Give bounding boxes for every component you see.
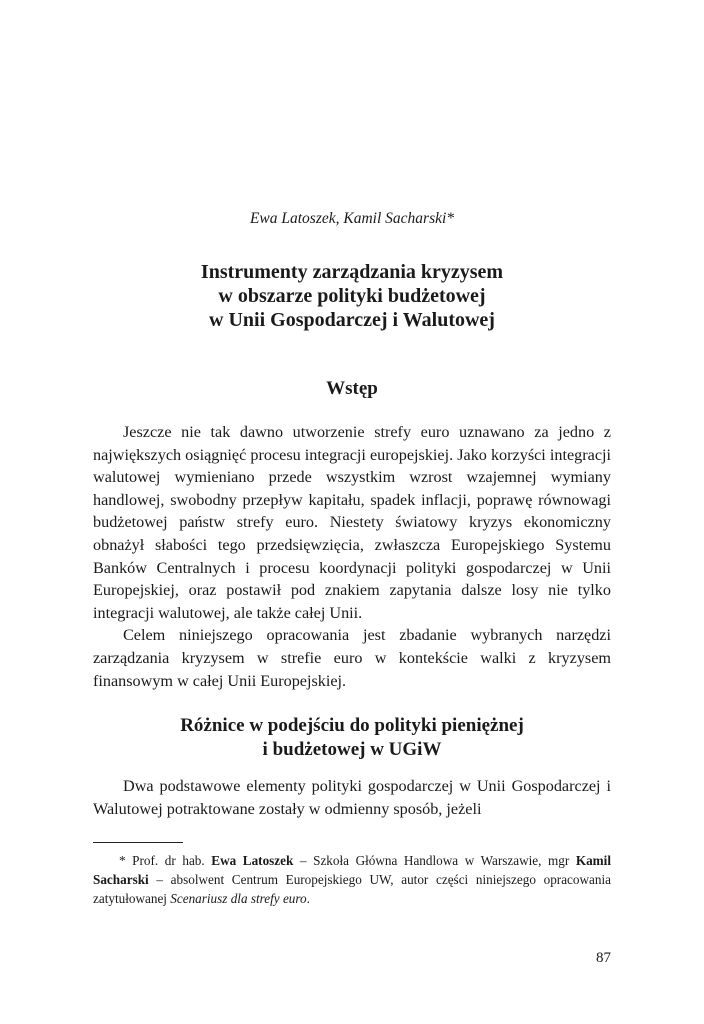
- footnote-divider: [93, 842, 183, 843]
- article-title: [93, 260, 611, 332]
- footnote-text: [93, 851, 611, 908]
- paragraph: Celem niniejszego opracowania jest zbadanie wybranych narzędzi zarządzania kryzysem w strefie euro w kontekście walki z kryzysem finansowym w całej Unii Europejskiej.: [93, 626, 611, 690]
- footnote-marker: * Prof. dr hab.: [119, 853, 212, 868]
- footnote-author-2: Kamil Sacharski: [93, 853, 611, 887]
- title-line: w Unii Gospodarczej i Walutowej: [209, 309, 495, 331]
- section-heading-differences: [93, 714, 611, 762]
- intro-body: [93, 421, 611, 692]
- paper-page: [93, 0, 611, 1024]
- heading-line: i budżetowej w UGiW: [262, 739, 442, 760]
- author-line: Ewa Latoszek, Kamil Sacharski*: [249, 210, 455, 227]
- title-line: Instrumenty zarządzania kryzysem: [200, 261, 504, 283]
- footnote-affiliation-1: – Szkoła Główna Handlowa w Warszawie, mgr: [293, 853, 576, 868]
- footnote-affiliation-2: – absolwent Centrum Europejskiego UW, autor części niniejszego opracowania zatytułowanej: [93, 872, 611, 906]
- footnote: [93, 851, 611, 908]
- paragraph: Jeszcze nie tak dawno utworzenie strefy euro uznawano za jedno z największych osiągnięć procesu integracji europejskiej. Jako korzyści integracji walutowej wymieniano przede wszystkim wzrost wzajemnej wymiany handlowej, swobodny przepływ kapitału, spadek inflacji, poprawę równowagi budżetowej państw strefy euro. Niestety światowy kryzys ekonomiczny obnażył słabości tego przedsięwzięcia, zwłaszcza Europejskiego Systemu Banków Centralnych i procesu koordynacji polityki gospodarczej w Unii Europejskiej, oraz postawił pod znakiem zapytania dalsze losy nie tylko integracji walutowej, ale także całej Unii.: [93, 423, 611, 622]
- paragraph: Dwa podstawowe elementy polityki gospodarczej w Unii Gospodarczej i Walutowej potraktowane zostały w odmienny sposób, jeżeli: [93, 777, 611, 818]
- footnote-end: .: [306, 891, 310, 906]
- heading-line: Różnice w podejściu do polityki pieniężnej: [180, 715, 524, 736]
- section-heading-intro: Wstęp: [326, 378, 378, 399]
- title-line: w obszarze polityki budżetowej: [218, 285, 486, 307]
- footnote-work-title: Scenariusz dla strefy euro: [170, 891, 307, 906]
- page-number: 87: [596, 950, 611, 966]
- footnote-author-1: Ewa Latoszek: [211, 853, 294, 868]
- differences-body: [93, 775, 611, 820]
